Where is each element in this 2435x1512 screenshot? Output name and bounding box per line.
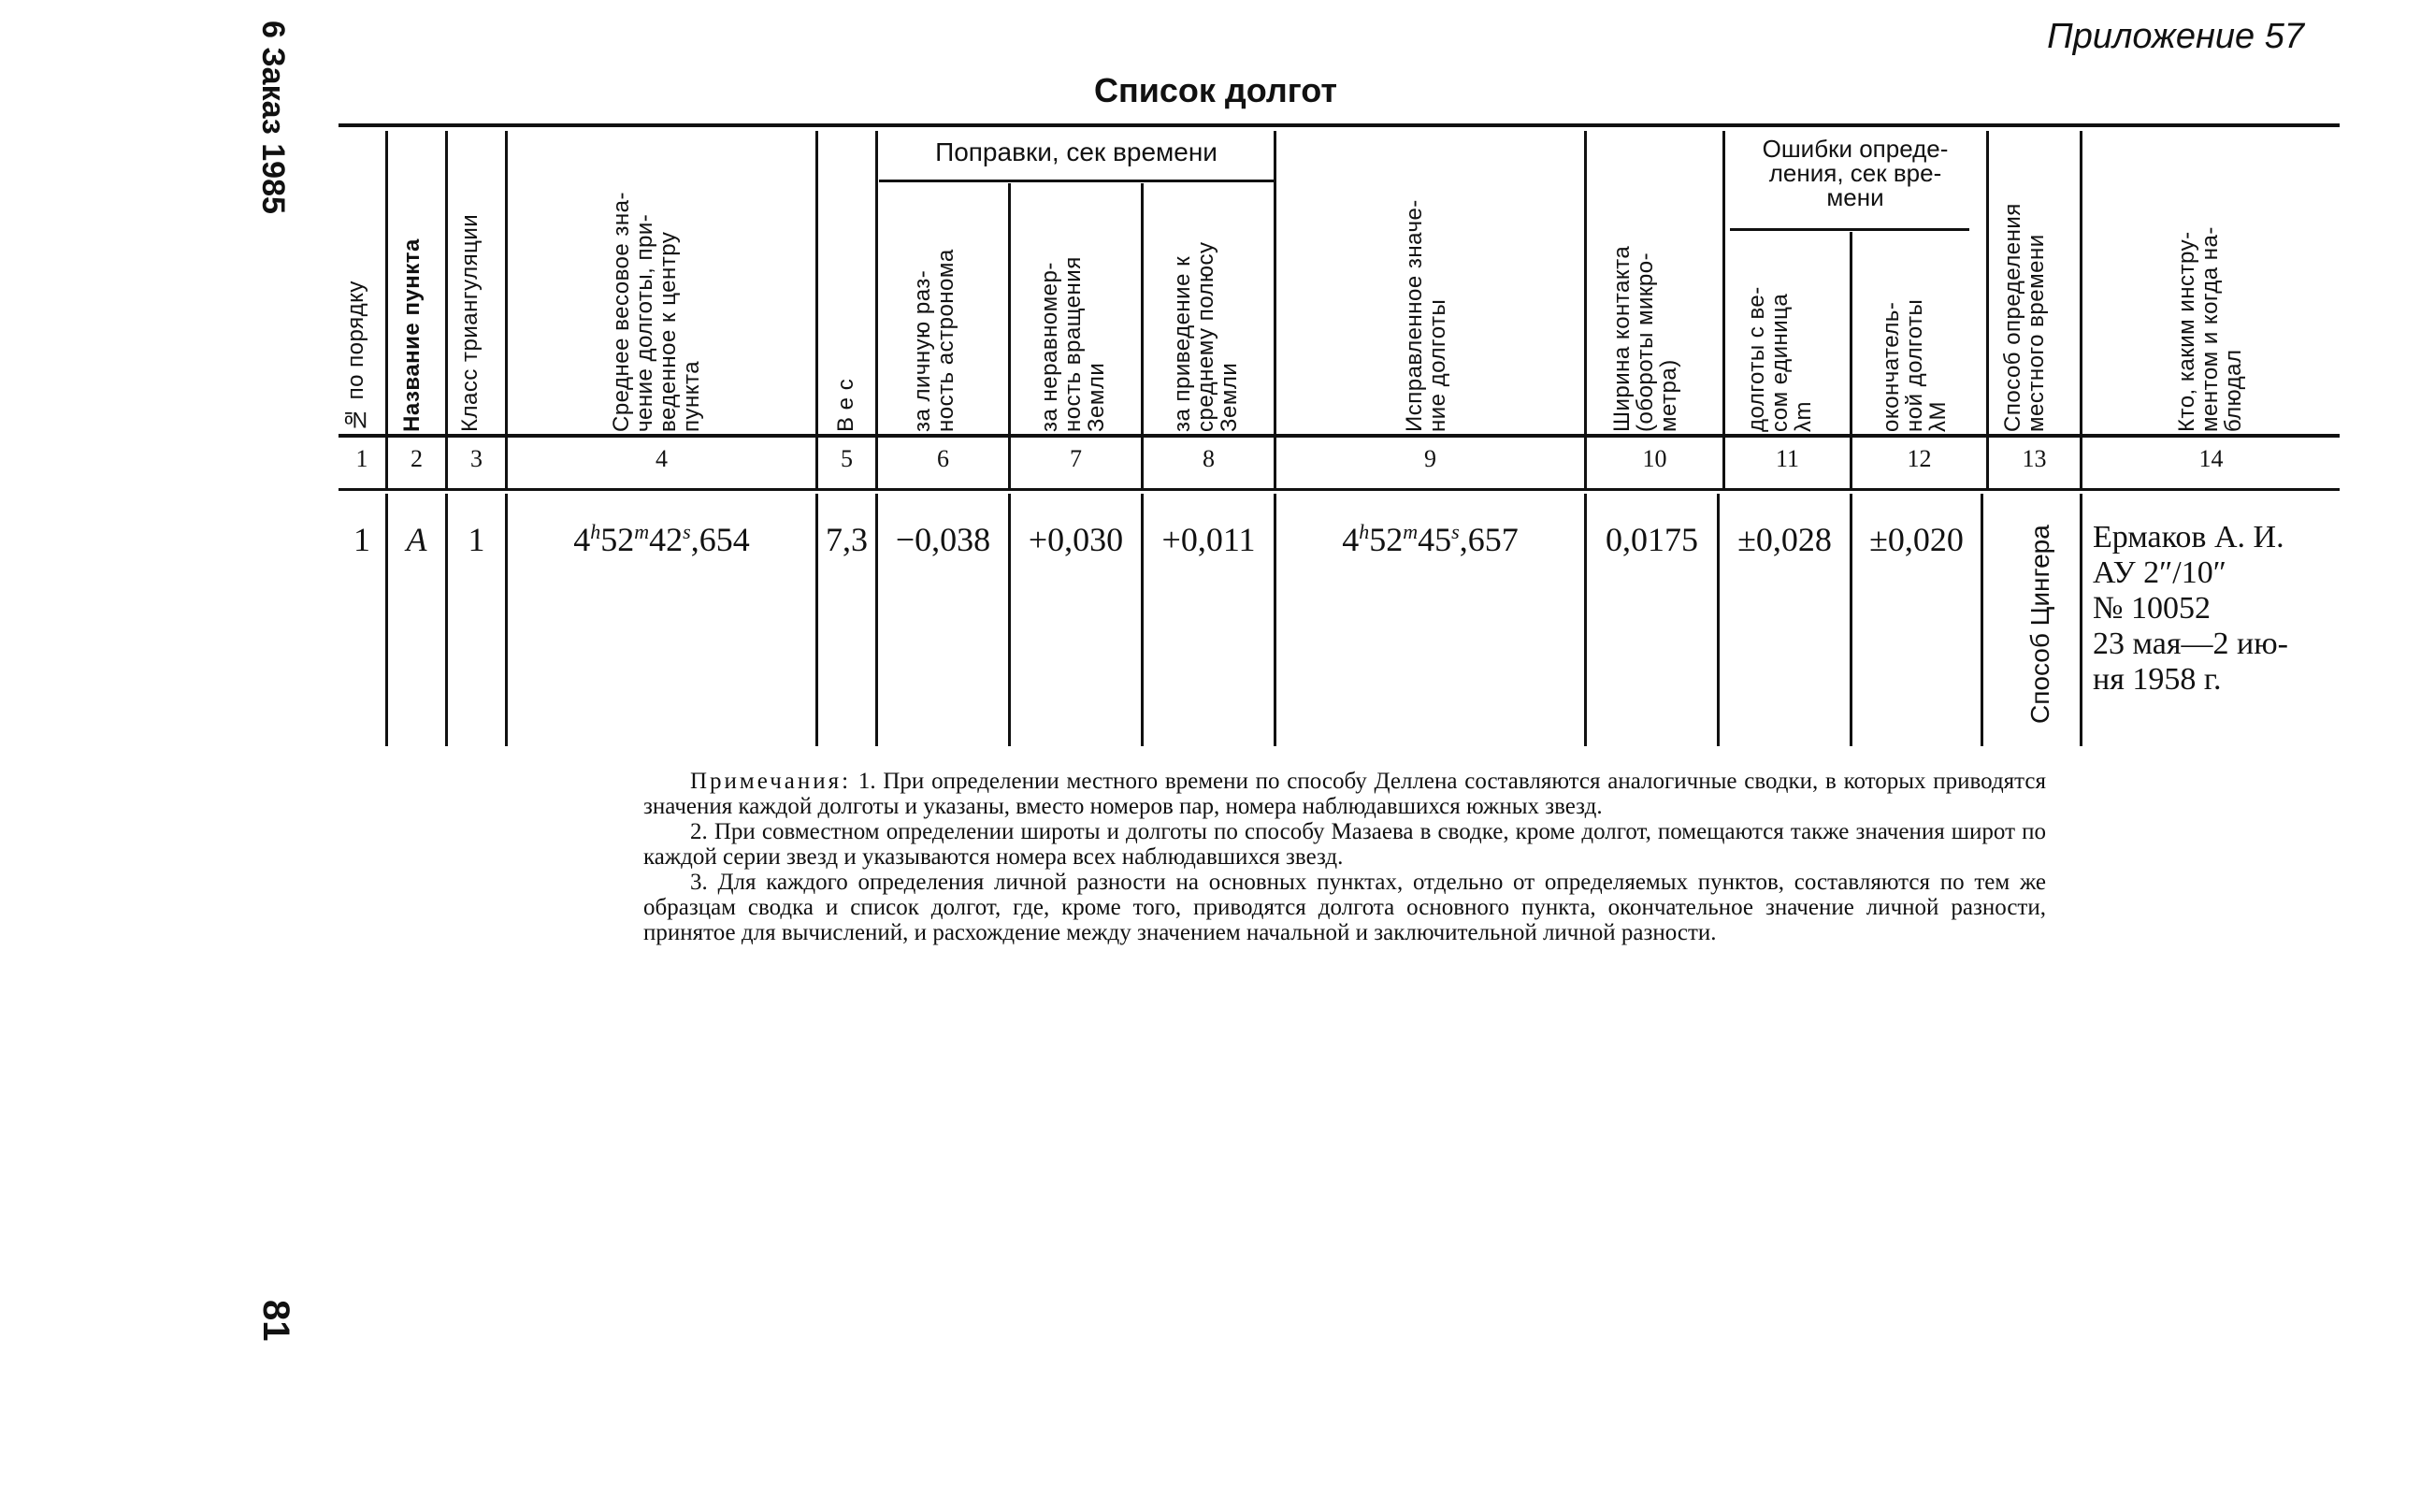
- header-earth-rotation: за неравномер- ность вращения Земли: [1037, 256, 1109, 432]
- col-divider: [1141, 183, 1144, 488]
- col-divider: [385, 131, 388, 488]
- cell-weight: 7,3: [826, 521, 868, 558]
- cell-order-number: 1: [353, 521, 370, 558]
- cell-correction-pole: +0,011: [1161, 521, 1256, 558]
- notes: [643, 769, 2046, 945]
- header-bottom-rule: [339, 434, 2340, 438]
- header-contact-width: Ширина контакта (обороты микро- метра): [1609, 245, 1681, 432]
- column-number: 11: [1775, 445, 1800, 472]
- cell-contact-width: 0,0175: [1606, 521, 1698, 558]
- corr-lon-hours: 4: [1342, 521, 1360, 558]
- cell-point-name: A: [406, 521, 427, 558]
- cell-final-error: ±0,020: [1869, 521, 1964, 558]
- cell-correction-rotation: +0,030: [1028, 521, 1124, 558]
- header-corrected-longitude: Исправленное значе- ние долготы: [1402, 199, 1450, 432]
- col-divider: [505, 131, 508, 488]
- notes-lead: Примечания:: [690, 769, 852, 794]
- lon-seconds: 42: [649, 521, 684, 558]
- column-number: 5: [841, 445, 853, 472]
- column-number: 3: [470, 445, 483, 472]
- column-number: 1: [355, 445, 368, 472]
- column-number: 2: [411, 445, 423, 472]
- header-weight: В е с: [833, 378, 858, 432]
- header-point-name: Название пункта: [399, 238, 425, 432]
- col-divider: [1584, 131, 1587, 488]
- column-number: 7: [1070, 445, 1082, 472]
- lon-fraction: ,654: [690, 521, 750, 558]
- column-number: 9: [1424, 445, 1436, 472]
- page-title: Список долгот: [1094, 71, 1337, 109]
- row-divider: [1981, 494, 1983, 746]
- cell-unit-weight-error: ±0,028: [1737, 521, 1832, 558]
- cell-time-method: Способ Цингера: [2025, 525, 2054, 724]
- cell-mean-longitude: 4$^h$52$^m$42$^s$,654: [573, 520, 750, 558]
- column-number: 13: [2022, 445, 2047, 472]
- header-final-error: окончатель- ной долготы λM: [1879, 298, 1951, 432]
- column-number: 6: [937, 445, 949, 472]
- errors-group-rule: [1730, 228, 1969, 231]
- note-1-text: 1. При определении местного времени по способу Деллена составляются аналогичные сводки, в которых приводятся значения каждой долготы и указаны, вместо номеров пар, номера наблюдавшихся южных звезд.: [643, 769, 2046, 819]
- col-divider: [1274, 131, 1276, 488]
- note-3: 3. Для каждого определения личной разности на основных пунктах, отдельно от определяемых пунктов, составляются по тем же образцам сводка и список долгот, где, кроме того, приводятся долгота основного пункта, окончательное значение личной разности, принятое для вычислений, и расхождение между значением начальной и заключительной личной разности.: [643, 870, 2046, 945]
- corr-lon-seconds: 45: [1418, 521, 1452, 558]
- corr-lon-fraction: ,657: [1459, 521, 1519, 558]
- column-number: 8: [1203, 445, 1215, 472]
- page-number: 81: [255, 1300, 296, 1342]
- appendix-label: Приложение 57: [2047, 17, 2304, 56]
- lon-minutes: 52: [600, 521, 635, 558]
- col-divider: [445, 131, 448, 488]
- header-corrections-group: Поправки, сек времени: [935, 137, 1218, 166]
- order-note: 6 Заказ 1985: [255, 21, 291, 214]
- column-number: 10: [1642, 445, 1667, 472]
- header-observer: Кто, каким инстру- ментом и когда на- блюдал: [2174, 226, 2246, 432]
- note-1: [643, 769, 2046, 819]
- numbers-bottom-rule: [339, 488, 2340, 491]
- corrections-group-rule: [879, 180, 1274, 182]
- column-number: 12: [1907, 445, 1932, 472]
- col-divider: [2080, 131, 2082, 488]
- note-2: 2. При совместном определении широты и долготы по способу Мазаева в сводке, кроме долгот, помещаются также значения широт по каждой серии звезд и указываются номера всех наблюдавшихся звезд.: [643, 819, 2046, 870]
- header-mean-longitude: Среднее весовое зна- чение долготы, при- веденное к центру пункта: [609, 191, 704, 432]
- header-personal-difference: за личную раз- ность астронома: [910, 249, 958, 432]
- header-triangulation-class: Класс триангуляции: [457, 213, 483, 432]
- header-errors-group: Ошибки опреде- ления, сек вре- мени: [1762, 135, 1949, 211]
- col-divider: [875, 131, 878, 488]
- row-divider: [2080, 494, 2082, 746]
- cell-correction-personal: −0,038: [895, 521, 991, 558]
- col-divider: [1008, 183, 1011, 488]
- header-mean-pole: за приведение к среднему полюсу Земли: [1170, 241, 1242, 432]
- lon-hours: 4: [573, 521, 591, 558]
- col-divider: [1722, 131, 1725, 488]
- cell-observer: Ермаков А. И. АУ 2″/10″ № 10052 23 мая—2 ию- ня 1958 г.: [2093, 520, 2288, 697]
- col-divider: [1986, 131, 1989, 488]
- header-order-number: № по порядку: [343, 281, 368, 432]
- header-unit-weight-error: долготы с ве- сом единица λm: [1744, 286, 1816, 432]
- corr-lon-minutes: 52: [1369, 521, 1404, 558]
- cell-corrected-longitude: 4$^h$52$^m$45$^s$,657: [1342, 520, 1519, 558]
- column-number: 14: [2198, 445, 2224, 472]
- cell-class: 1: [468, 521, 485, 558]
- table-top-rule: [339, 123, 2340, 127]
- header-time-method: Способ определения местного времени: [2000, 203, 2049, 432]
- column-number: 4: [656, 445, 668, 472]
- col-divider: [815, 131, 818, 488]
